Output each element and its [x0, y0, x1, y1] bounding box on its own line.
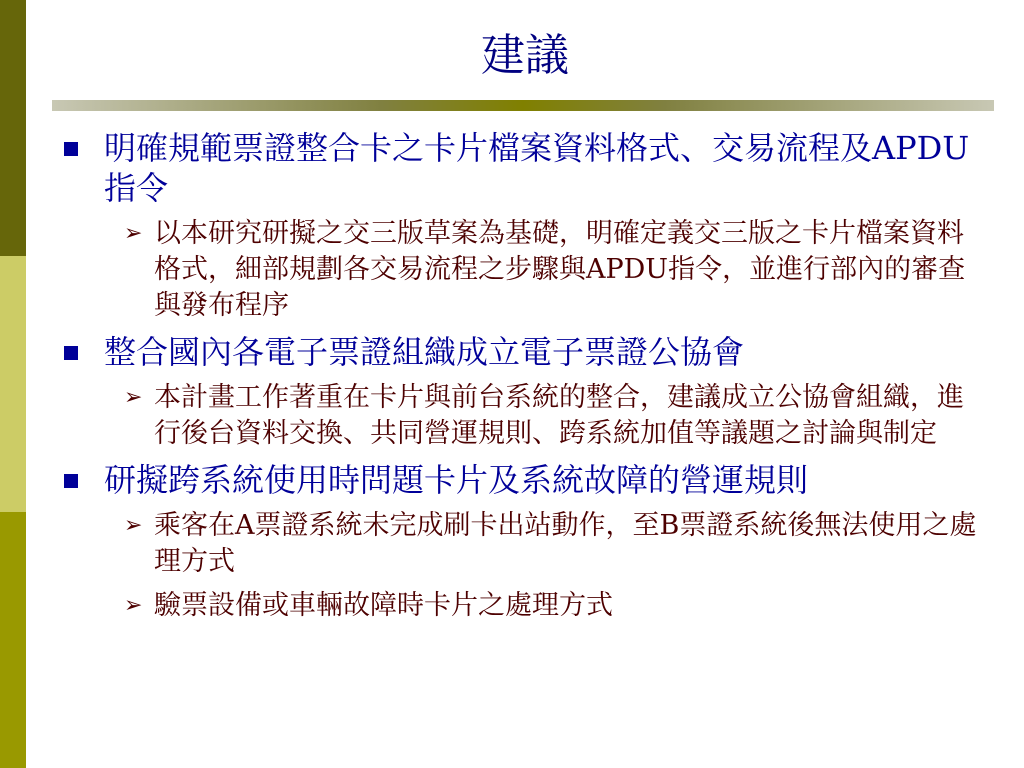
strip-block-dark: [0, 0, 26, 256]
strip-block-light: [0, 256, 26, 512]
slide-title: 建議: [481, 30, 569, 81]
bullet-item: [62, 332, 982, 372]
sub-bullet-text: 以本研究研擬之交三版草案為基礎，明確定義交三版之卡片檔案資料格式，細部規劃各交易流程之步驟與APDU指令，並進行部內的審查與發布程序: [154, 218, 966, 321]
bullet-text: 明確規範票證整合卡之卡片檔案資料格式、交易流程及APDU指令: [104, 129, 970, 207]
bullet-list: [62, 128, 982, 632]
title-divider: [52, 100, 994, 111]
sub-bullet-text: 本計畫工作著重在卡片與前台系統的整合，建議成立公協會組織，進行後台資料交換、共同營運規則、跨系統加值等議題之討論與制定: [154, 382, 964, 449]
sub-bullet-item: [104, 588, 982, 624]
arrow-bullet-icon: ➢: [124, 221, 143, 246]
sub-bullet-item: [104, 216, 982, 324]
bullet-text: 整合國內各電子票證組織成立電子票證公協會: [104, 333, 745, 371]
bullet-item: [62, 460, 982, 500]
left-decorative-strip: [0, 0, 26, 768]
sub-bullet-text: 乘客在A票證系統未完成刷卡出站動作，至B票證系統後無法使用之處理方式: [154, 510, 977, 577]
square-bullet-icon: [64, 346, 78, 360]
square-bullet-icon: [64, 142, 78, 156]
bullet-text: 研擬跨系統使用時問題卡片及系統故障的營運規則: [104, 461, 809, 499]
sub-bullet-text: 驗票設備或車輛故障時卡片之處理方式: [154, 590, 613, 621]
sub-bullet-item: [104, 508, 982, 580]
bullet-item: [62, 128, 982, 208]
arrow-bullet-icon: ➢: [124, 385, 143, 410]
sub-bullet-item: [104, 380, 982, 452]
arrow-bullet-icon: ➢: [124, 593, 143, 618]
square-bullet-icon: [64, 474, 78, 488]
arrow-bullet-icon: ➢: [124, 513, 143, 538]
strip-block-olive: [0, 512, 26, 768]
